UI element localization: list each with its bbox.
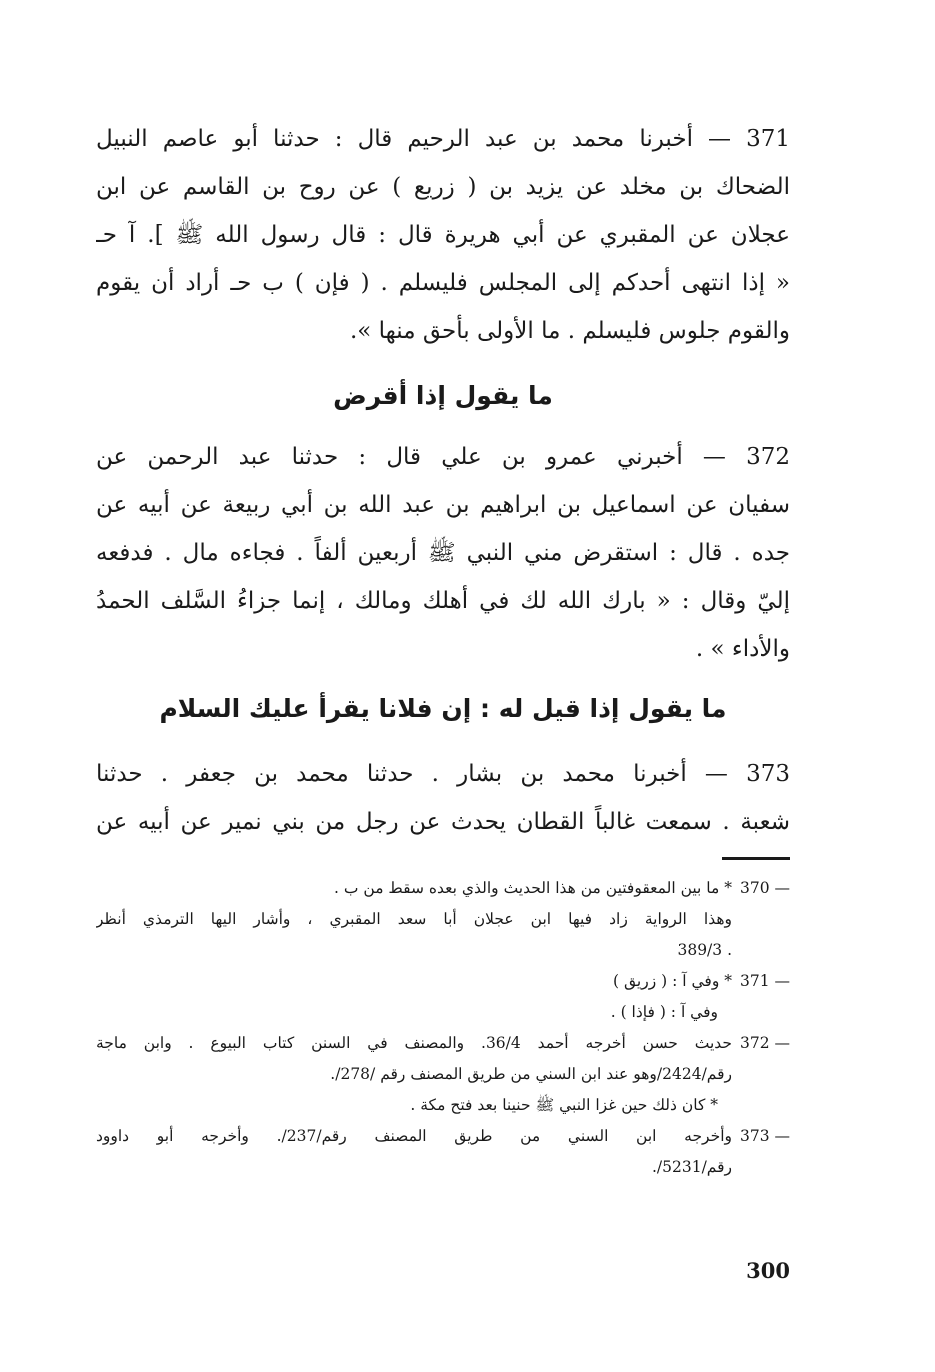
footnote-373 bbox=[96, 1121, 790, 1183]
footnotes-section bbox=[96, 873, 790, 1183]
footnote-line: وأخرجه ابن السني من طريق المصنف رقم/237/. وأخرجه أبو داوود bbox=[96, 1127, 732, 1145]
footnote-370 bbox=[96, 873, 790, 966]
text-line: إليّ وقال : « بارك الله لك في أهلك ومالك ، إنما جزاءُ السَّلف الحمدُ bbox=[96, 588, 790, 614]
text-line: والأداء » . bbox=[695, 636, 790, 662]
text-line: 373 — أخبرنا محمد بن بشار . حدثنا محمد بن جعفر . حدثنا bbox=[96, 761, 790, 787]
footnote-line: رقم/5231/. bbox=[651, 1158, 732, 1176]
hadith-372-paragraph bbox=[96, 433, 790, 673]
footnote-number: 370 — bbox=[739, 879, 790, 897]
text-line: شعبة . سمعت غالباً القطان يحدث عن رجل من بني نمير عن أبيه عن bbox=[96, 809, 790, 835]
text-line: « إذا انتهى أحدكم إلى المجلس فليسلم . ( فإن ) ب حـ أراد أن يقوم bbox=[96, 270, 790, 296]
text-line: 372 — أخبرني عمرو بن علي قال : حدثنا عبد الرحمن عن bbox=[96, 444, 790, 470]
footnote-line: حديث حسن أخرجه أحمد 36/4. والمصنف في السنن كتاب البيوع . وابن ماجة bbox=[96, 1034, 732, 1052]
footnote-line: * ما بين المعقوفتين من هذا الحديث والذي بعده سقط من ب . bbox=[334, 879, 732, 897]
footnote-line: . 389/3 bbox=[677, 941, 732, 959]
hadith-371-paragraph bbox=[96, 115, 790, 355]
footnote-line: رقم/2424/وهو عند ابن السني من طريق المصنف رقم /278/. bbox=[330, 1065, 732, 1083]
footnote-line: * كان ذلك حين غزا النبي ﷺ حنينا بعد فتح مكة . bbox=[410, 1096, 718, 1114]
page-number: 300 bbox=[746, 1258, 790, 1283]
footnote-line: وفي آ : ( فإذا ) . bbox=[610, 1003, 718, 1021]
footnote-371 bbox=[96, 966, 790, 1028]
text-line: الضحاك بن مخلد عن يزيد بن ( زريع ) عن روح بن القاسم عن ابن bbox=[96, 174, 790, 200]
text-line: عجلان عن المقبري عن أبي هريرة قال : قال رسول الله ﷺ ]. آ حـ bbox=[96, 222, 790, 248]
text-line: 371 — أخبرنا محمد بن عبد الرحيم قال : حدثنا أبو عاصم النبيل bbox=[96, 126, 790, 152]
footnote-line: * وفي آ : ( زريق ) bbox=[613, 972, 732, 990]
footnote-number: 373 — bbox=[739, 1127, 790, 1145]
section-heading-greeting: ما يقول إذا قيل له : إن فلانا يقرأ عليك السلام bbox=[159, 694, 727, 723]
footnote-line: وهذا الرواية زاد فيها ابن عجلان أبا سعد المقبري ، وأشار اليها الترمذي أنظر bbox=[96, 910, 732, 928]
footnote-number: 372 — bbox=[739, 1034, 790, 1052]
text-line: سفيان عن اسماعيل بن ابراهيم بن عبد الله بن أبي ربيعة عن أبيه عن bbox=[96, 492, 790, 518]
text-line: جده . قال : استقرض مني النبي ﷺ أربعين ألفاً . فجاءه مال . فدفعه bbox=[96, 540, 790, 566]
hadith-373-paragraph bbox=[96, 750, 790, 846]
text-line: والقوم جلوس فليسلم . ما الأولى بأحق منها ». bbox=[349, 318, 790, 344]
section-heading-lending: ما يقول إذا أقرض bbox=[333, 381, 553, 410]
footnote-372 bbox=[96, 1028, 790, 1121]
footnote-number: 371 — bbox=[739, 972, 790, 990]
footnote-divider bbox=[722, 857, 790, 860]
